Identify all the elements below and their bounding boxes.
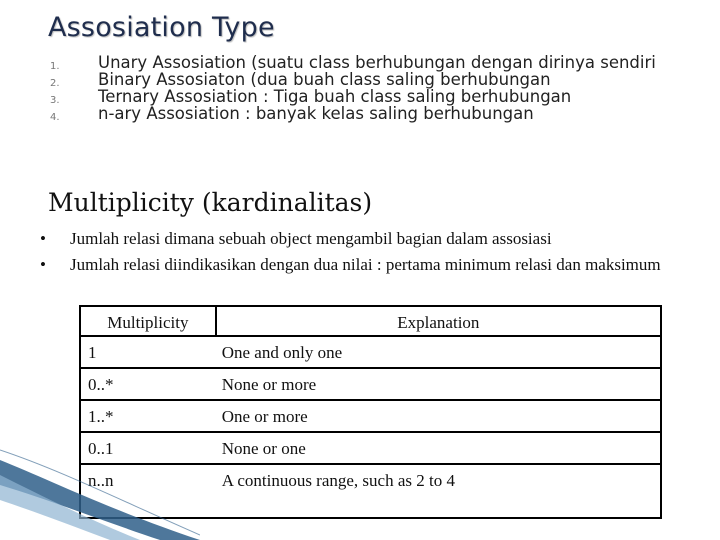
decorative-swoosh: [0, 440, 200, 540]
list-item: [50, 105, 690, 122]
bullet-marker: •: [40, 255, 46, 274]
list-number: 1.: [50, 61, 60, 72]
section-heading: Multiplicity (kardinalitas): [48, 188, 373, 217]
table-row: [80, 400, 661, 432]
bullet-list: [40, 228, 680, 280]
list-text: n-ary Assosiation : banyak kelas saling berhubungan: [98, 104, 534, 123]
list-number: 4.: [50, 112, 60, 123]
list-item: [50, 71, 690, 88]
table-cell: One and only one: [216, 336, 661, 368]
list-text: Binary Assosiaton (dua buah class saling berhubungan: [98, 70, 551, 89]
header-multiplicity: Multiplicity: [80, 306, 216, 336]
table-row: [80, 336, 661, 368]
page-title: Assosiation Type: [48, 12, 275, 43]
association-list: [50, 54, 690, 122]
list-text: Ternary Assosiation : Tiga buah class saling berhubungan: [98, 87, 572, 106]
table-cell: One or more: [216, 400, 661, 432]
table-row: [80, 368, 661, 400]
list-item: [50, 54, 690, 71]
list-text: Unary Assosiation (suatu class berhubungan dengan dirinya sendiri: [98, 53, 656, 72]
header-explanation: Explanation: [216, 306, 661, 336]
bullet-text: Jumlah relasi dimana sebuah object mengambil bagian dalam assosiasi: [70, 229, 552, 248]
bullet-item: [40, 228, 680, 250]
table-cell: None or more: [216, 368, 661, 400]
table-cell: n..n: [80, 464, 216, 518]
table-cell: 1: [80, 336, 216, 368]
bullet-text: Jumlah relasi diindikasikan dengan dua nilai : pertama minimum relasi dan maksimum: [70, 255, 661, 274]
table-header-row: [80, 306, 661, 336]
table-cell: 0..*: [80, 368, 216, 400]
table-cell: A continuous range, such as 2 to 4: [216, 464, 661, 518]
bullet-item: [40, 254, 680, 276]
bullet-marker: •: [40, 229, 46, 248]
table-cell: 0..1: [80, 432, 216, 464]
list-item: [50, 88, 690, 105]
table-cell: None or one: [216, 432, 661, 464]
table-cell: 1..*: [80, 400, 216, 432]
list-number: 2.: [50, 78, 60, 89]
list-number: 3.: [50, 95, 60, 106]
